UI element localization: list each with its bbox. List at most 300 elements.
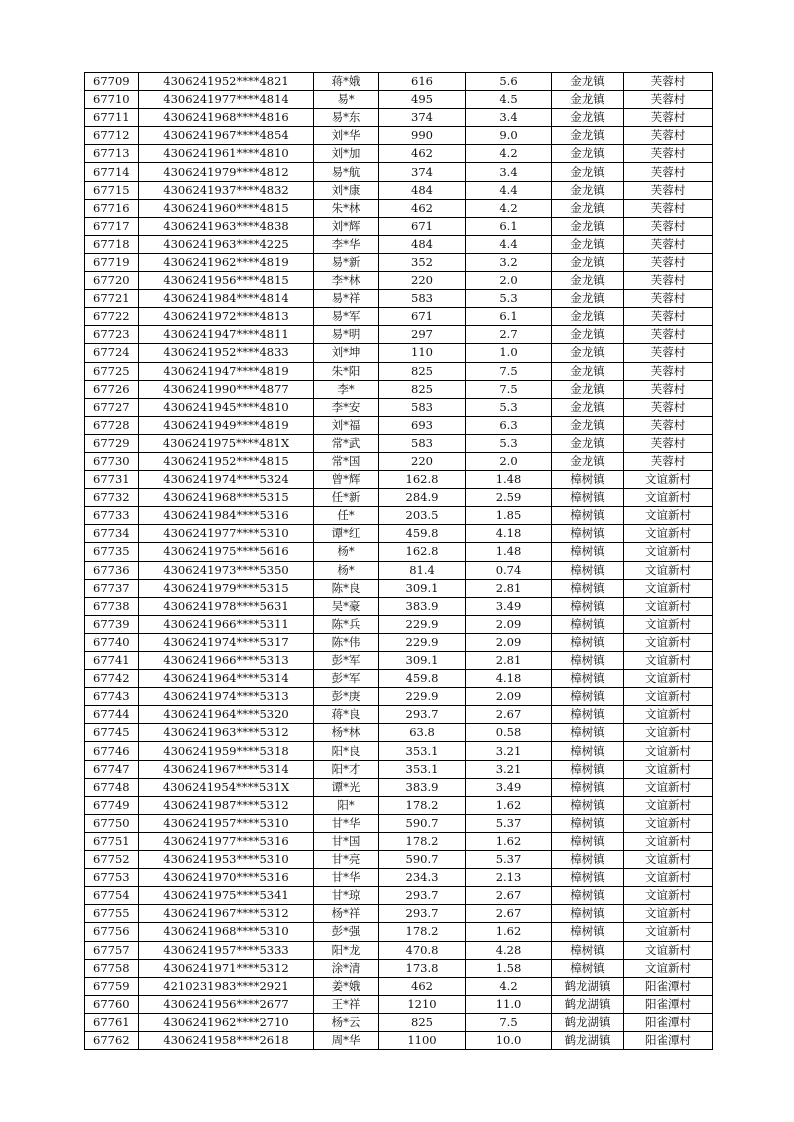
serial-number-cell: 67757 [85,941,139,959]
village-cell: 阳雀潭村 [624,995,713,1013]
town-cell: 金龙镇 [552,109,624,127]
serial-number-cell: 67750 [85,814,139,832]
amount-cell: 81.4 [379,561,466,579]
town-cell: 鹤龙湖镇 [552,1031,624,1049]
name-cell: 易* [314,91,379,109]
name-cell: 彭*军 [314,652,379,670]
table-row [85,615,713,633]
quantity-cell: 4.18 [466,525,552,543]
table-row [85,145,713,163]
id-number-cell: 4306241990****4877 [139,380,314,398]
name-cell: 易*明 [314,326,379,344]
amount-cell: 374 [379,109,466,127]
village-cell: 文谊新村 [624,706,713,724]
town-cell: 金龙镇 [552,434,624,452]
serial-number-cell: 67752 [85,851,139,869]
serial-number-cell: 67718 [85,235,139,253]
name-cell: 蒋*良 [314,706,379,724]
amount-cell: 229.9 [379,688,466,706]
table-row [85,452,713,470]
table-row [85,814,713,832]
amount-cell: 470.8 [379,941,466,959]
amount-cell: 203.5 [379,507,466,525]
name-cell: 易*东 [314,109,379,127]
id-number-cell: 4306241978****5631 [139,597,314,615]
serial-number-cell: 67710 [85,91,139,109]
amount-cell: 220 [379,452,466,470]
records-table [84,72,713,1050]
quantity-cell: 2.67 [466,706,552,724]
quantity-cell: 4.2 [466,977,552,995]
quantity-cell: 5.3 [466,290,552,308]
table-row [85,995,713,1013]
quantity-cell: 2.13 [466,869,552,887]
town-cell: 樟树镇 [552,887,624,905]
name-cell: 彭*强 [314,923,379,941]
id-number-cell: 4306241963****5312 [139,724,314,742]
amount-cell: 484 [379,235,466,253]
id-number-cell: 4306241967****5314 [139,760,314,778]
amount-cell: 229.9 [379,615,466,633]
table-row [85,1013,713,1031]
amount-cell: 484 [379,181,466,199]
town-cell: 金龙镇 [552,290,624,308]
quantity-cell: 1.0 [466,344,552,362]
town-cell: 金龙镇 [552,326,624,344]
id-number-cell: 4306241957****5333 [139,941,314,959]
id-number-cell: 4306241964****5320 [139,706,314,724]
quantity-cell: 2.59 [466,489,552,507]
table-row [85,941,713,959]
table-row [85,290,713,308]
table-row [85,434,713,452]
name-cell: 谭*红 [314,525,379,543]
town-cell: 樟树镇 [552,760,624,778]
id-number-cell: 4306241937****4832 [139,181,314,199]
id-number-cell: 4306241973****5350 [139,561,314,579]
quantity-cell: 4.18 [466,670,552,688]
name-cell: 阳*才 [314,760,379,778]
serial-number-cell: 67753 [85,869,139,887]
id-number-cell: 4210231983****2921 [139,977,314,995]
amount-cell: 220 [379,272,466,290]
table-row [85,923,713,941]
quantity-cell: 4.2 [466,145,552,163]
id-number-cell: 4306241979****4812 [139,163,314,181]
village-cell: 文谊新村 [624,959,713,977]
serial-number-cell: 67723 [85,326,139,344]
village-cell: 芙蓉村 [624,181,713,199]
table-row [85,633,713,651]
table-row [85,543,713,561]
amount-cell: 293.7 [379,905,466,923]
village-cell: 阳雀潭村 [624,1013,713,1031]
table-row [85,507,713,525]
town-cell: 樟树镇 [552,525,624,543]
village-cell: 文谊新村 [624,832,713,850]
village-cell: 文谊新村 [624,796,713,814]
quantity-cell: 3.4 [466,163,552,181]
quantity-cell: 6.3 [466,416,552,434]
village-cell: 文谊新村 [624,851,713,869]
id-number-cell: 4306241971****5312 [139,959,314,977]
id-number-cell: 4306241956****4815 [139,272,314,290]
name-cell: 李*华 [314,235,379,253]
name-cell: 任*新 [314,489,379,507]
name-cell: 常*国 [314,452,379,470]
serial-number-cell: 67731 [85,471,139,489]
quantity-cell: 2.67 [466,887,552,905]
amount-cell: 374 [379,163,466,181]
name-cell: 彭*军 [314,670,379,688]
id-number-cell: 4306241947****4819 [139,362,314,380]
amount-cell: 352 [379,253,466,271]
table-row [85,796,713,814]
id-number-cell: 4306241957****5310 [139,814,314,832]
serial-number-cell: 67737 [85,579,139,597]
name-cell: 甘*华 [314,869,379,887]
quantity-cell: 4.5 [466,91,552,109]
serial-number-cell: 67725 [85,362,139,380]
id-number-cell: 4306241947****4811 [139,326,314,344]
table-row [85,73,713,91]
id-number-cell: 4306241977****5310 [139,525,314,543]
quantity-cell: 3.49 [466,778,552,796]
serial-number-cell: 67726 [85,380,139,398]
quantity-cell: 4.28 [466,941,552,959]
quantity-cell: 2.09 [466,633,552,651]
table-row [85,1031,713,1049]
quantity-cell: 3.49 [466,597,552,615]
village-cell: 芙蓉村 [624,308,713,326]
table-row [85,199,713,217]
name-cell: 刘*加 [314,145,379,163]
id-number-cell: 4306241984****4814 [139,290,314,308]
amount-cell: 1100 [379,1031,466,1049]
village-cell: 文谊新村 [624,597,713,615]
village-cell: 文谊新村 [624,471,713,489]
name-cell: 阳*良 [314,742,379,760]
town-cell: 金龙镇 [552,73,624,91]
quantity-cell: 1.48 [466,543,552,561]
id-number-cell: 4306241972****4813 [139,308,314,326]
table-row [85,525,713,543]
village-cell: 阳雀潭村 [624,977,713,995]
town-cell: 樟树镇 [552,688,624,706]
village-cell: 文谊新村 [624,760,713,778]
amount-cell: 693 [379,416,466,434]
serial-number-cell: 67717 [85,217,139,235]
name-cell: 谭*光 [314,778,379,796]
id-number-cell: 4306241967****4854 [139,127,314,145]
quantity-cell: 3.21 [466,742,552,760]
quantity-cell: 7.5 [466,1013,552,1031]
town-cell: 樟树镇 [552,579,624,597]
quantity-cell: 2.09 [466,615,552,633]
amount-cell: 459.8 [379,670,466,688]
town-cell: 金龙镇 [552,217,624,235]
quantity-cell: 1.58 [466,959,552,977]
serial-number-cell: 67732 [85,489,139,507]
serial-number-cell: 67728 [85,416,139,434]
village-cell: 文谊新村 [624,670,713,688]
quantity-cell: 1.62 [466,796,552,814]
id-number-cell: 4306241945****4810 [139,398,314,416]
town-cell: 樟树镇 [552,923,624,941]
quantity-cell: 6.1 [466,308,552,326]
town-cell: 金龙镇 [552,272,624,290]
id-number-cell: 4306241962****4819 [139,253,314,271]
quantity-cell: 2.67 [466,905,552,923]
amount-cell: 284.9 [379,489,466,507]
quantity-cell: 4.2 [466,199,552,217]
amount-cell: 309.1 [379,579,466,597]
village-cell: 芙蓉村 [624,91,713,109]
table-row [85,778,713,796]
town-cell: 樟树镇 [552,471,624,489]
amount-cell: 1210 [379,995,466,1013]
id-number-cell: 4306241968****4816 [139,109,314,127]
town-cell: 金龙镇 [552,163,624,181]
name-cell: 阳*龙 [314,941,379,959]
serial-number-cell: 67727 [85,398,139,416]
table-row [85,597,713,615]
name-cell: 王*祥 [314,995,379,1013]
village-cell: 文谊新村 [624,579,713,597]
name-cell: 蒋*娥 [314,73,379,91]
quantity-cell: 10.0 [466,1031,552,1049]
name-cell: 朱*林 [314,199,379,217]
town-cell: 金龙镇 [552,145,624,163]
serial-number-cell: 67712 [85,127,139,145]
name-cell: 易*祥 [314,290,379,308]
serial-number-cell: 67744 [85,706,139,724]
quantity-cell: 2.09 [466,688,552,706]
id-number-cell: 4306241968****5310 [139,923,314,941]
village-cell: 文谊新村 [624,887,713,905]
village-cell: 芙蓉村 [624,199,713,217]
id-number-cell: 4306241949****4819 [139,416,314,434]
table-row [85,887,713,905]
id-number-cell: 4306241975****481X [139,434,314,452]
town-cell: 樟树镇 [552,670,624,688]
name-cell: 杨*林 [314,724,379,742]
village-cell: 文谊新村 [624,814,713,832]
id-number-cell: 4306241952****4815 [139,452,314,470]
serial-number-cell: 67760 [85,995,139,1013]
town-cell: 金龙镇 [552,235,624,253]
table-row [85,362,713,380]
id-number-cell: 4306241959****5318 [139,742,314,760]
town-cell: 樟树镇 [552,489,624,507]
table-row [85,181,713,199]
id-number-cell: 4306241968****5315 [139,489,314,507]
name-cell: 易*新 [314,253,379,271]
name-cell: 杨*云 [314,1013,379,1031]
serial-number-cell: 67721 [85,290,139,308]
name-cell: 李*安 [314,398,379,416]
name-cell: 李*林 [314,272,379,290]
quantity-cell: 3.21 [466,760,552,778]
name-cell: 易*航 [314,163,379,181]
id-number-cell: 4306241974****5324 [139,471,314,489]
village-cell: 文谊新村 [624,869,713,887]
id-number-cell: 4306241960****4815 [139,199,314,217]
town-cell: 樟树镇 [552,561,624,579]
table-row [85,471,713,489]
village-cell: 芙蓉村 [624,434,713,452]
id-number-cell: 4306241987****5312 [139,796,314,814]
amount-cell: 178.2 [379,796,466,814]
village-cell: 芙蓉村 [624,452,713,470]
table-row [85,869,713,887]
serial-number-cell: 67730 [85,452,139,470]
amount-cell: 825 [379,1013,466,1031]
town-cell: 樟树镇 [552,543,624,561]
serial-number-cell: 67719 [85,253,139,271]
quantity-cell: 9.0 [466,127,552,145]
village-cell: 文谊新村 [624,688,713,706]
town-cell: 樟树镇 [552,724,624,742]
serial-number-cell: 67738 [85,597,139,615]
table-row [85,489,713,507]
quantity-cell: 4.4 [466,235,552,253]
table-row [85,109,713,127]
name-cell: 陈*良 [314,579,379,597]
id-number-cell: 4306241964****5314 [139,670,314,688]
town-cell: 樟树镇 [552,959,624,977]
serial-number-cell: 67733 [85,507,139,525]
table-row [85,398,713,416]
town-cell: 金龙镇 [552,380,624,398]
quantity-cell: 1.62 [466,923,552,941]
name-cell: 曾*辉 [314,471,379,489]
town-cell: 樟树镇 [552,597,624,615]
name-cell: 杨* [314,561,379,579]
town-cell: 鹤龙湖镇 [552,995,624,1013]
amount-cell: 462 [379,977,466,995]
amount-cell: 583 [379,290,466,308]
name-cell: 杨* [314,543,379,561]
village-cell: 芙蓉村 [624,217,713,235]
serial-number-cell: 67745 [85,724,139,742]
quantity-cell: 0.58 [466,724,552,742]
table-row [85,742,713,760]
amount-cell: 162.8 [379,543,466,561]
village-cell: 文谊新村 [624,507,713,525]
quantity-cell: 3.2 [466,253,552,271]
table-row [85,688,713,706]
serial-number-cell: 67749 [85,796,139,814]
serial-number-cell: 67711 [85,109,139,127]
id-number-cell: 4306241977****4814 [139,91,314,109]
village-cell: 芙蓉村 [624,73,713,91]
serial-number-cell: 67722 [85,308,139,326]
village-cell: 文谊新村 [624,633,713,651]
table-row [85,977,713,995]
serial-number-cell: 67755 [85,905,139,923]
town-cell: 樟树镇 [552,796,624,814]
name-cell: 常*武 [314,434,379,452]
town-cell: 樟树镇 [552,814,624,832]
village-cell: 文谊新村 [624,742,713,760]
amount-cell: 234.3 [379,869,466,887]
serial-number-cell: 67742 [85,670,139,688]
serial-number-cell: 67756 [85,923,139,941]
quantity-cell: 5.6 [466,73,552,91]
serial-number-cell: 67720 [85,272,139,290]
town-cell: 樟树镇 [552,941,624,959]
serial-number-cell: 67740 [85,633,139,651]
id-number-cell: 4306241952****4821 [139,73,314,91]
quantity-cell: 6.1 [466,217,552,235]
table-row [85,561,713,579]
amount-cell: 309.1 [379,652,466,670]
table-row [85,344,713,362]
amount-cell: 990 [379,127,466,145]
table-row [85,416,713,434]
town-cell: 鹤龙湖镇 [552,977,624,995]
village-cell: 芙蓉村 [624,398,713,416]
amount-cell: 616 [379,73,466,91]
amount-cell: 583 [379,434,466,452]
quantity-cell: 11.0 [466,995,552,1013]
table-row [85,326,713,344]
village-cell: 芙蓉村 [624,235,713,253]
village-cell: 芙蓉村 [624,326,713,344]
id-number-cell: 4306241958****2618 [139,1031,314,1049]
id-number-cell: 4306241984****5316 [139,507,314,525]
village-cell: 文谊新村 [624,525,713,543]
quantity-cell: 2.0 [466,272,552,290]
amount-cell: 293.7 [379,887,466,905]
village-cell: 芙蓉村 [624,416,713,434]
quantity-cell: 2.81 [466,652,552,670]
town-cell: 金龙镇 [552,416,624,434]
serial-number-cell: 67709 [85,73,139,91]
table-body [85,73,713,1050]
name-cell: 涂*清 [314,959,379,977]
name-cell: 刘*康 [314,181,379,199]
town-cell: 樟树镇 [552,652,624,670]
town-cell: 樟树镇 [552,778,624,796]
amount-cell: 590.7 [379,851,466,869]
quantity-cell: 5.37 [466,814,552,832]
id-number-cell: 4306241954****531X [139,778,314,796]
amount-cell: 63.8 [379,724,466,742]
table-row [85,308,713,326]
village-cell: 芙蓉村 [624,344,713,362]
quantity-cell: 1.85 [466,507,552,525]
table-row [85,272,713,290]
id-number-cell: 4306241970****5316 [139,869,314,887]
name-cell: 甘*亮 [314,851,379,869]
id-number-cell: 4306241967****5312 [139,905,314,923]
id-number-cell: 4306241966****5313 [139,652,314,670]
village-cell: 文谊新村 [624,778,713,796]
id-number-cell: 4306241961****4810 [139,145,314,163]
amount-cell: 229.9 [379,633,466,651]
name-cell: 彭*庚 [314,688,379,706]
serial-number-cell: 67716 [85,199,139,217]
amount-cell: 293.7 [379,706,466,724]
amount-cell: 353.1 [379,760,466,778]
village-cell: 芙蓉村 [624,127,713,145]
village-cell: 文谊新村 [624,652,713,670]
amount-cell: 173.8 [379,959,466,977]
table-row [85,579,713,597]
amount-cell: 583 [379,398,466,416]
